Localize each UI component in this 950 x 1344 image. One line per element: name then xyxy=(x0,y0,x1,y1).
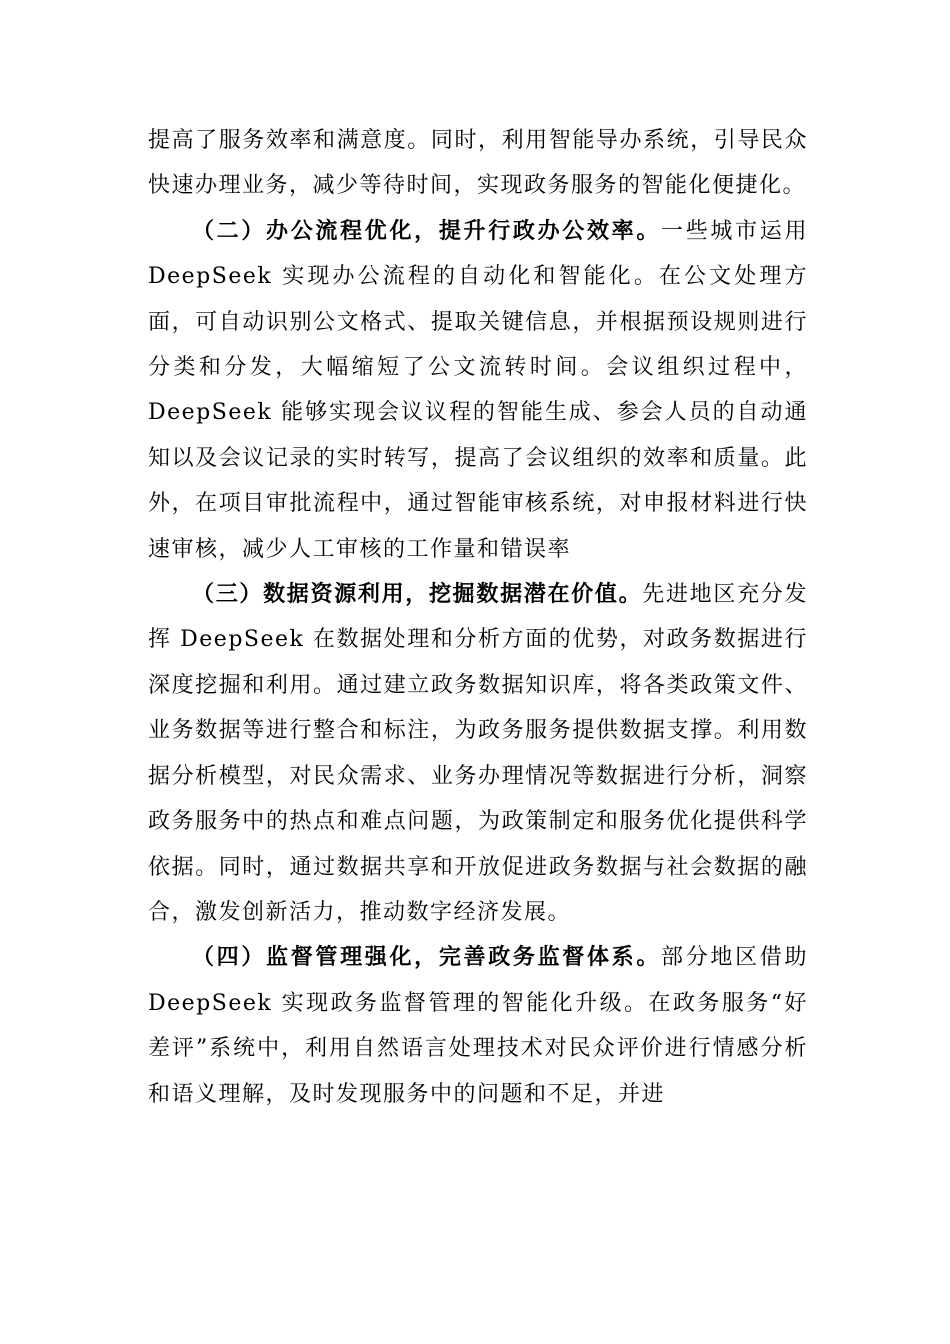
paragraph-heading: （三）数据资源利用，挖掘数据潜在价值。 xyxy=(192,581,643,608)
paragraph-continuation xyxy=(148,118,808,209)
document-page xyxy=(148,118,808,1117)
paragraph-heading: （四）监督管理强化，完善政务监督体系。 xyxy=(192,944,662,971)
paragraph-supervision xyxy=(148,935,808,1117)
paragraph-body: 提高了服务效率和满意度。同时，利用智能导办系统，引导民众快速办理业务，减少等待时间，实现政务服务的智能化便捷化。 xyxy=(148,128,808,199)
paragraph-body: 部分地区借助 DeepSeek 实现政务监督管理的智能化升级。在政务服务“好差评”系统中，利用自然语言处理技术对民众评价进行情感分析和语义理解，及时发现服务中的问题和不足，并进 xyxy=(148,945,808,1107)
paragraph-heading: （二）办公流程优化，提升行政办公效率。 xyxy=(192,217,662,244)
paragraph-body: 先进地区充分发挥 DeepSeek 在数据处理和分析方面的优势，对政务数据进行深度挖掘和利用。通过建立政务数据知识库，将各类政策文件、业务数据等进行整合和标注，为政务服务提供数据支撑。利用数据分析模型，对民众需求、业务办理情况等数据进行分析，洞察政务服务中的热点和难点问题，为政策制定和服务优化提供科学依据。同时，通过数据共享和开放促进政务数据与社会数据的融合，激发创新活力，推动数字经济发展。 xyxy=(148,582,808,925)
paragraph-body: 一些城市运用 DeepSeek 实现办公流程的自动化和智能化。在公文处理方面，可自动识别公文格式、提取关键信息，并根据预设规则进行分类和分发，大幅缩短了公文流转时间。会议组织过程中，DeepSeek 能够实现会议议程的智能生成、参会人员的自动通知以及会议记录的实时转写，提高了会议组织的效率和质量。此外，在项目审批流程中，通过智能审核系统，对申报材料进行快速审核，减少人工审核的工作量和错误率 xyxy=(148,218,808,562)
paragraph-data-resources xyxy=(148,572,808,935)
paragraph-office-process xyxy=(148,209,808,572)
